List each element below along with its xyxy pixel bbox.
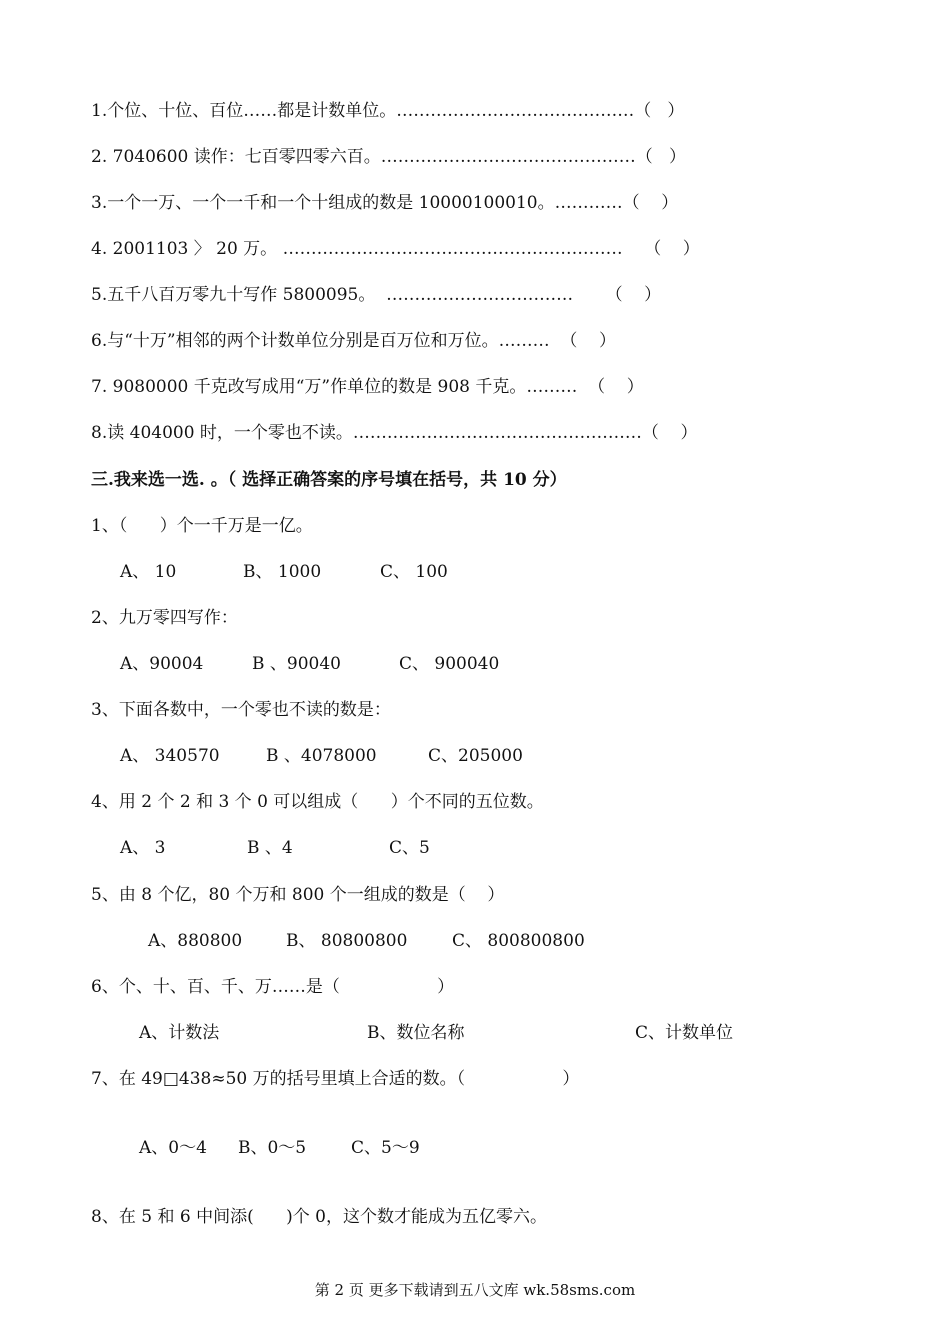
judgement-item-4: 4. 2001103 〉 20 万。 …………………………………………………… （ ） [91, 239, 700, 259]
page-footer: 第 2 页 更多下载请到五八文库 wk.58sms.com [314, 1281, 636, 1299]
section-title: 三.我来选一选. 。（ 选择正确答案的序号填在括号，共 10 分） [91, 470, 567, 490]
question-4-option-a: A、 3 [120, 838, 166, 858]
question-1-option-c: C、 100 [380, 562, 448, 582]
judgement-item-2: 2. 7040600 读作：七百零四零六百。………………………………………（ ） [91, 147, 686, 167]
judgement-item-8: 8.读 404000 时，一个零也不读。……………………………………………（ ） [91, 423, 698, 443]
question-3: 3、下面各数中，一个零也不读的数是： [91, 700, 391, 720]
question-7-option-c: C、5～9 [351, 1138, 420, 1158]
question-2: 2、九万零四写作： [91, 608, 238, 628]
question-5-option-b: B、 80800800 [286, 931, 408, 951]
question-3-option-a: A、 340570 [120, 746, 220, 766]
question-6: 6、个、十、百、千、万……是（ ） [91, 977, 455, 997]
question-2-option-b: B 、90040 [252, 654, 341, 674]
question-4: 4、用 2 个 2 和 3 个 0 可以组成（ ）个不同的五位数。 [91, 792, 544, 812]
question-2-option-c: C、 900040 [399, 654, 500, 674]
question-4-option-c: C、5 [389, 838, 430, 858]
question-6-option-a: A、计数法 [139, 1023, 220, 1043]
question-3-option-b: B 、4078000 [266, 746, 377, 766]
question-7: 7、在 49□438≈50 万的括号里填上合适的数。（ ） [91, 1069, 580, 1089]
question-7-option-a: A、0～4 [139, 1138, 207, 1158]
judgement-item-7: 7. 9080000 千克改写成用“万”作单位的数是 908 千克。……… （ ） [91, 377, 644, 397]
question-3-option-c: C、205000 [428, 746, 523, 766]
question-5-option-c: C、 800800800 [452, 931, 585, 951]
judgement-item-3: 3.一个一万、一个一千和一个十组成的数是 10000100010。…………（ ） [91, 193, 679, 213]
question-6-option-c: C、计数单位 [635, 1023, 734, 1043]
question-7-option-b: B、0～5 [238, 1138, 307, 1158]
question-8: 8、在 5 和 6 中间添( )个 0，这个数才能成为五亿零六。 [91, 1207, 547, 1227]
question-2-option-a: A、90004 [120, 654, 204, 674]
question-4-option-b: B 、4 [247, 838, 293, 858]
judgement-item-5: 5.五千八百万零九十写作 5800095。 …………………………… （ ） [91, 285, 662, 305]
question-1: 1、（ ）个一千万是一亿。 [91, 516, 313, 536]
judgement-item-6: 6.与“十万”相邻的两个计数单位分别是百万位和万位。……… （ ） [91, 331, 617, 351]
judgement-item-1: 1.个位、十位、百位……都是计数单位。……………………………………（ ） [91, 101, 685, 121]
question-1-option-b: B、 1000 [243, 562, 322, 582]
question-5: 5、由 8 个亿，80 个万和 800 个一组成的数是（ ） [91, 885, 505, 905]
question-6-option-b: B、数位名称 [367, 1023, 465, 1043]
question-5-option-a: A、880800 [148, 931, 243, 951]
question-1-option-a: A、 10 [120, 562, 177, 582]
